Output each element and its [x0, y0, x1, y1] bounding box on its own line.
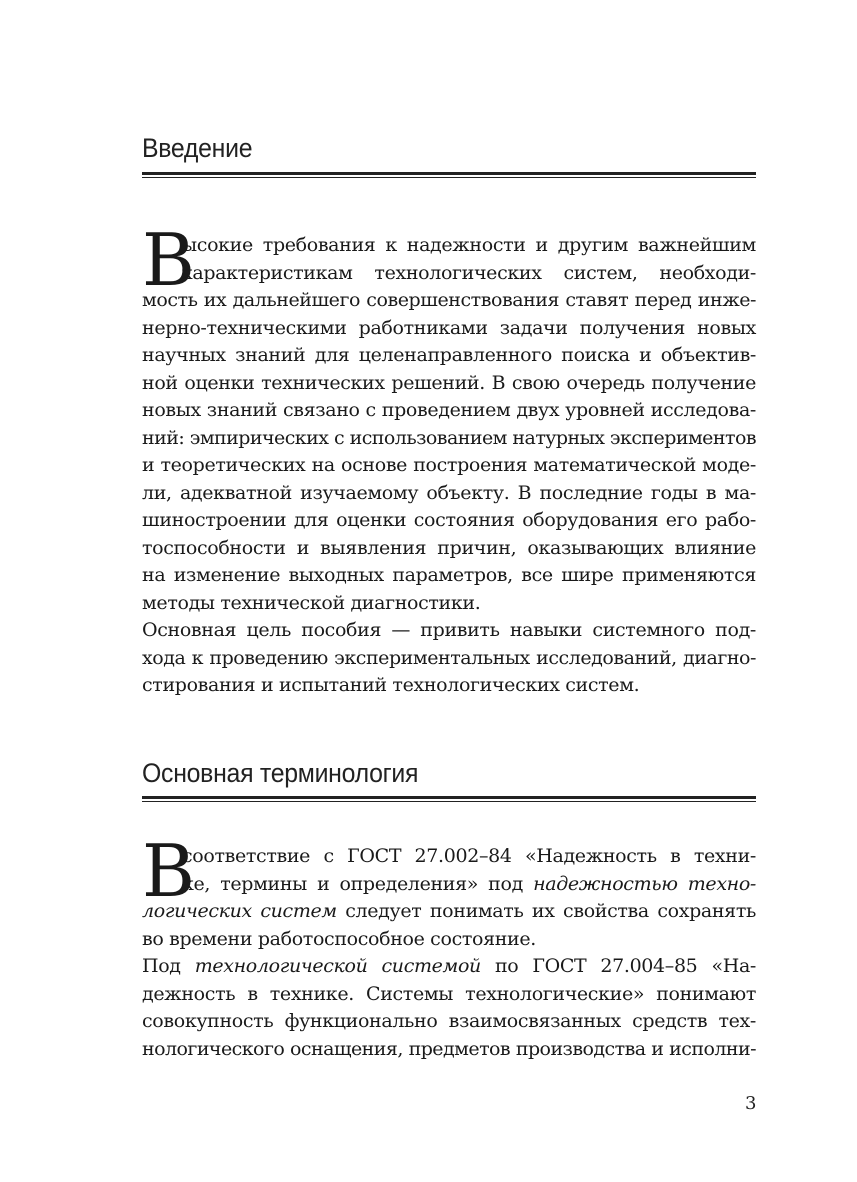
text-run: по ГОСТ 27.004–85 «На-	[480, 955, 756, 977]
italic-term: логических систем	[142, 900, 337, 922]
terminology-paragraph-1	[142, 843, 756, 953]
text-line: и теоретических на основе построения математической моде-	[142, 454, 756, 476]
page-number: 3	[745, 1093, 757, 1114]
introduction-paragraph-1	[142, 232, 756, 617]
text-line: научных знаний для целенаправленного поиска и объектив-	[142, 344, 756, 366]
text-run: Под	[142, 955, 195, 977]
text-line: стирования и испытаний технологических систем.	[142, 674, 640, 696]
text-run: ке, термины и определения» под	[182, 872, 534, 895]
text-line: методы технической диагностики.	[142, 591, 481, 614]
terminology-paragraph-2	[142, 953, 756, 1063]
text-line: дежность в технике. Системы технологические» понимают	[142, 982, 756, 1005]
section-title-introduction: Введение	[142, 133, 253, 163]
text-line: новых знаний связано с проведением двух уровней исследова-	[142, 399, 756, 421]
text-line	[142, 953, 756, 981]
text-line: мость их дальнейшего совершенствования ставят перед инже-	[142, 289, 756, 311]
text-line: Основная цель пособия — привить навыки системного под-	[142, 619, 756, 641]
text-line: характеристикам технологических систем, необходи-	[182, 261, 756, 284]
italic-term: надежностью техно-	[533, 872, 757, 895]
text-line: соответствие с ГОСТ 27.002–84 «Надежность в техни-	[182, 845, 756, 867]
heading-rule	[142, 796, 756, 802]
italic-term: технологической системой	[194, 955, 481, 977]
drop-cap-letter: В	[142, 829, 195, 913]
text-line: тоспособности и выявления причин, оказывающих влияние	[142, 536, 756, 559]
text-line	[142, 898, 756, 926]
drop-cap-letter: В	[142, 218, 195, 302]
text-line: ли, адекватной изучаемому объекту. В последние годы в ма-	[142, 481, 756, 504]
text-line: на изменение выходных параметров, все шире применяются	[142, 564, 756, 586]
introduction-paragraph-2	[142, 617, 756, 700]
text-line: совокупность функционально взаимосвязанных средств тех-	[142, 1010, 756, 1032]
text-run: следует понимать их свойства сохранять	[336, 900, 756, 922]
text-line: ний: эмпирических с использованием натурных экспериментов	[142, 426, 756, 449]
text-line: нерно-техническими работниками задачи получения новых	[142, 316, 756, 339]
text-line: во времени работоспособное состояние.	[142, 927, 536, 950]
section-title-terminology: Основная терминология	[142, 758, 419, 788]
heading-rule	[142, 172, 756, 178]
text-line: нологического оснащения, предметов производства и исполни-	[142, 1037, 756, 1060]
text-line: шиностроении для оценки состояния оборудования его рабо-	[142, 509, 756, 531]
text-line	[142, 871, 756, 899]
text-line: хода к проведению экспериментальных исследований, диагно-	[142, 646, 756, 669]
text-line: ной оценки технических решений. В свою очередь получение	[142, 371, 756, 394]
text-line: ысокие требования к надежности и другим важнейшим	[182, 234, 756, 256]
